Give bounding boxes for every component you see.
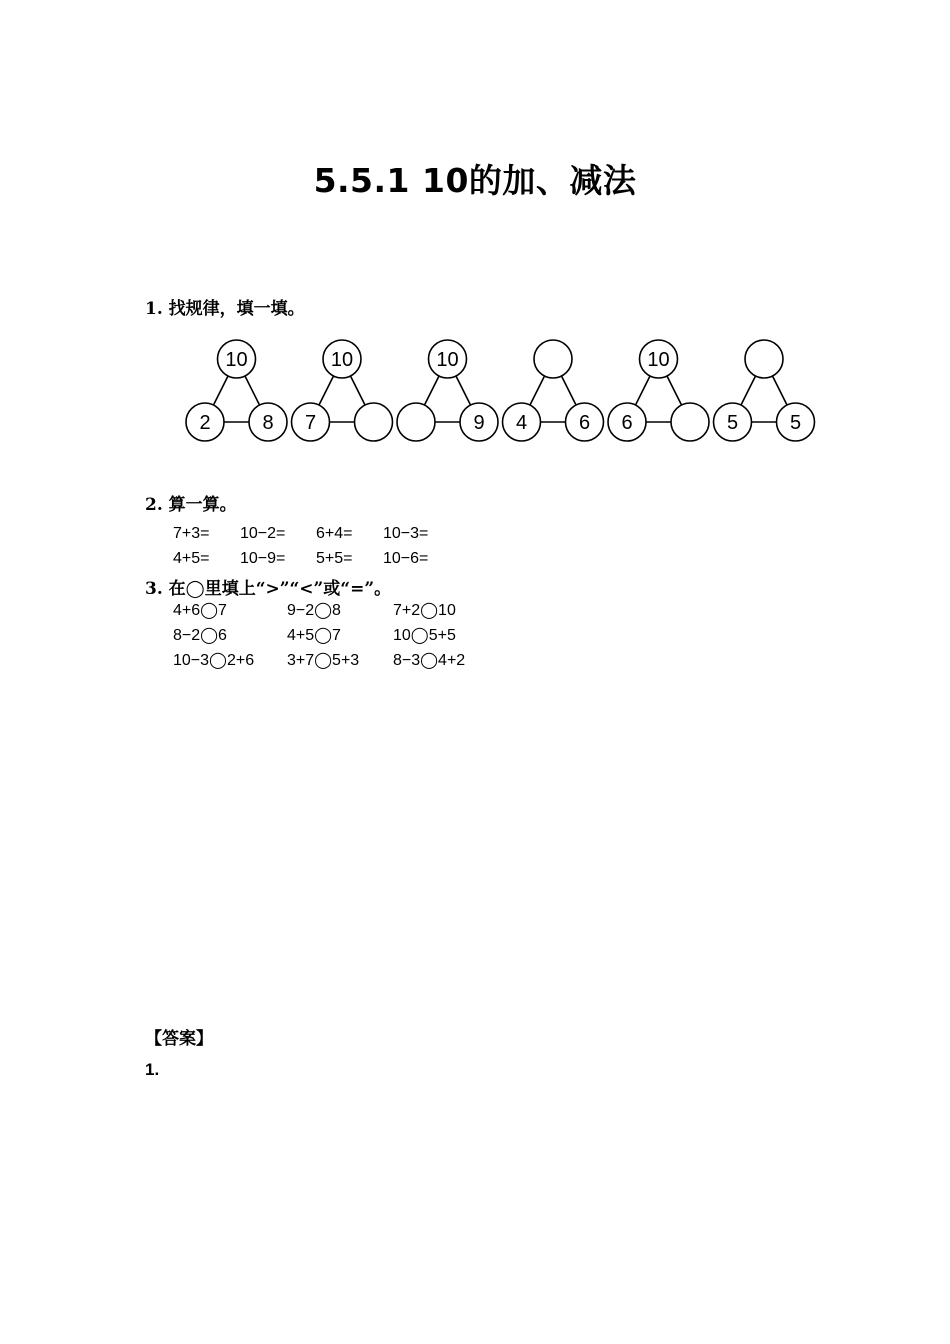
triangle-edge bbox=[213, 376, 228, 405]
triangle-diagram bbox=[503, 340, 604, 441]
compare-item: 10−3◯2+6 bbox=[173, 652, 255, 669]
circle-number: 2 bbox=[199, 412, 211, 434]
circle-number: 10 bbox=[330, 349, 354, 371]
right-circle[interactable] bbox=[671, 403, 709, 441]
page-title: 5.5.1 10的加、减法 bbox=[313, 161, 637, 200]
circle-number: 9 bbox=[473, 412, 485, 434]
circle-number: 5 bbox=[789, 412, 802, 434]
circle-number: 6 bbox=[621, 412, 633, 434]
triangle-diagram bbox=[714, 340, 815, 441]
circle-number: 5 bbox=[726, 412, 739, 434]
calc-item: 7+3= bbox=[173, 525, 210, 542]
triangle-diagram bbox=[292, 340, 393, 441]
right-circle[interactable] bbox=[355, 403, 393, 441]
circle-number: 10 bbox=[225, 349, 248, 371]
question-1-label: 1. 找规律，填一填。 bbox=[145, 299, 305, 319]
compare-item: 9−2◯8 bbox=[287, 602, 341, 619]
compare-item: 10◯5+5 bbox=[393, 627, 456, 644]
circle-number: 4 bbox=[515, 412, 528, 434]
triangle-diagram bbox=[397, 340, 498, 441]
triangle-diagram bbox=[608, 340, 709, 441]
circle-number: 10 bbox=[436, 349, 459, 371]
triangle-edge bbox=[741, 376, 756, 405]
calc-item: 6+4= bbox=[316, 525, 353, 542]
triangle-edge bbox=[635, 376, 650, 405]
left-circle[interactable] bbox=[397, 403, 435, 441]
triangle-diagram bbox=[186, 340, 287, 441]
triangle-edge bbox=[424, 376, 439, 405]
calc-item: 10−3= bbox=[383, 525, 429, 542]
compare-item: 4+6◯7 bbox=[173, 602, 227, 619]
triangle-edge bbox=[245, 376, 260, 405]
triangle-edge bbox=[772, 376, 787, 405]
question-3-label: 3. 在◯里填上“>”“<”或“=”。 bbox=[145, 579, 392, 599]
answer-item-1: 1. bbox=[145, 1060, 160, 1079]
circle-number: 10 bbox=[647, 349, 670, 371]
calc-item: 10−2= bbox=[240, 525, 286, 542]
triangle-edge bbox=[319, 376, 334, 405]
compare-item: 8−2◯6 bbox=[173, 627, 227, 644]
calc-item: 10−9= bbox=[240, 550, 286, 567]
triangle-diagrams bbox=[180, 334, 820, 446]
compare-item: 7+2◯10 bbox=[393, 602, 456, 619]
top-circle[interactable] bbox=[534, 340, 572, 378]
circle-number: 6 bbox=[578, 412, 591, 434]
circle-number: 7 bbox=[304, 412, 317, 434]
calc-item: 4+5= bbox=[173, 550, 210, 567]
triangle-edge bbox=[530, 376, 545, 405]
calc-item: 10−6= bbox=[383, 550, 429, 567]
triangle-edge bbox=[350, 376, 365, 405]
circle-number: 8 bbox=[262, 412, 274, 434]
compare-item: 8−3◯4+2 bbox=[393, 652, 466, 669]
compare-item: 4+5◯7 bbox=[287, 627, 341, 644]
top-circle[interactable] bbox=[745, 340, 783, 378]
compare-item: 3+7◯5+3 bbox=[287, 652, 360, 669]
question-2-label: 2. 算一算。 bbox=[145, 495, 237, 515]
triangle-edge bbox=[667, 376, 682, 405]
triangle-edge bbox=[456, 376, 471, 405]
calc-item: 5+5= bbox=[316, 550, 353, 567]
answer-heading: 【答案】 bbox=[145, 1029, 213, 1049]
triangle-edge bbox=[561, 376, 576, 405]
